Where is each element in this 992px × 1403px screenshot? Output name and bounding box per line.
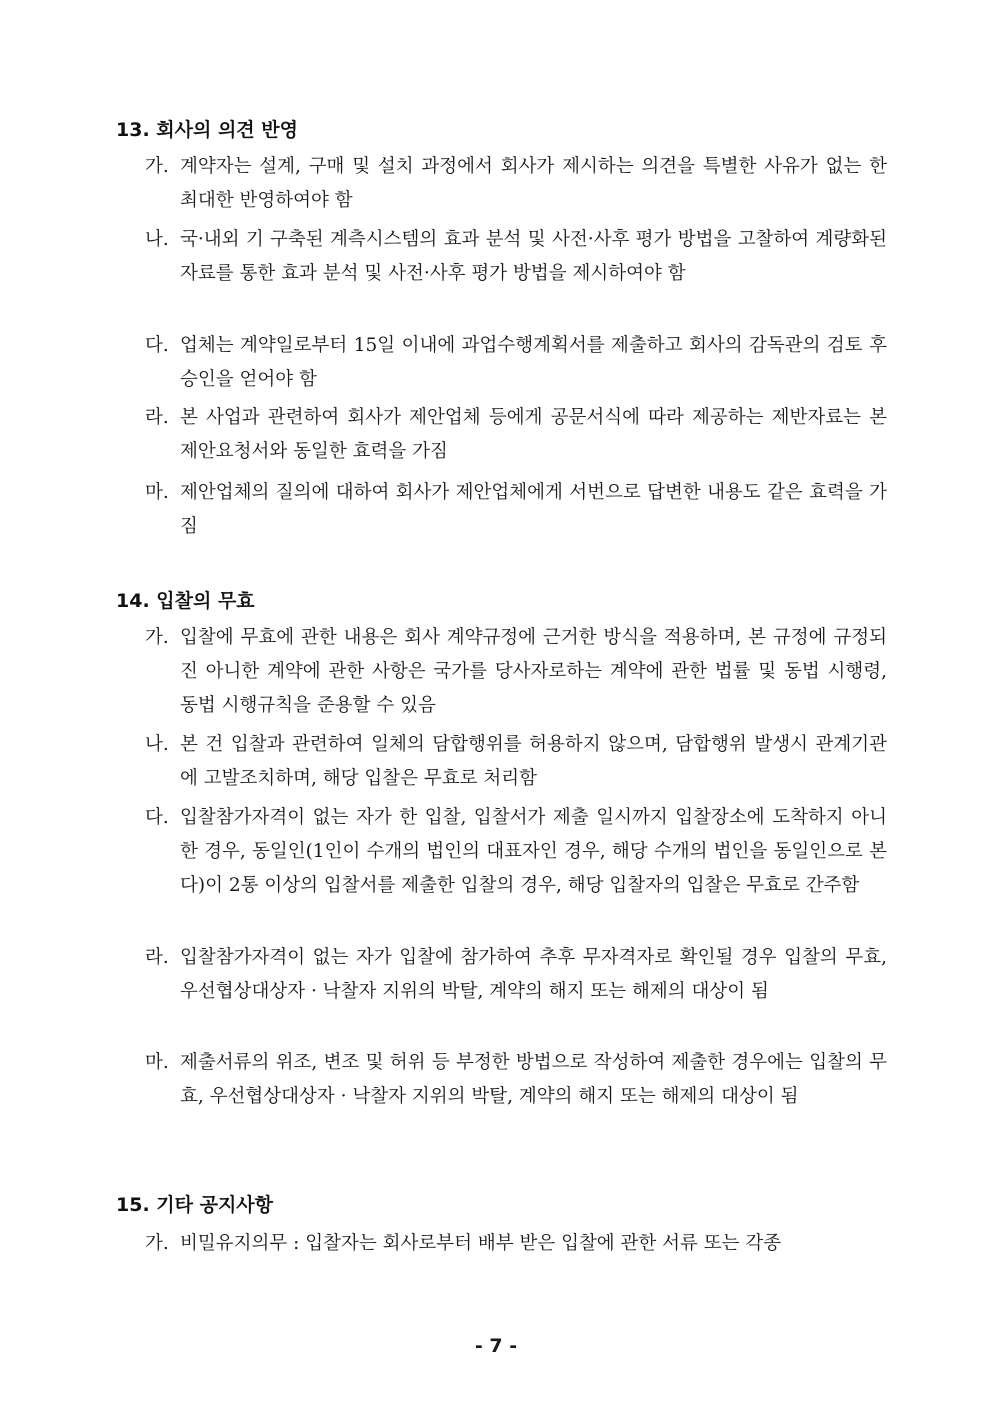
section-title-13: 13. 회사의 의견 반영: [116, 119, 298, 141]
item-text: 업체는 계약일로부터 15일 이내에 과업수행계획서를 제출하고 회사의 감독관의 검토 후 승인을 얻어야 함: [180, 335, 887, 390]
item-marker: 마.: [145, 1052, 169, 1073]
item-marker: 라.: [145, 947, 169, 968]
list-item: [145, 223, 887, 291]
list-item: [145, 621, 887, 723]
list-item: [145, 728, 887, 796]
item-marker: 마.: [145, 482, 169, 503]
list-item: [145, 401, 887, 469]
list-item: [145, 1227, 887, 1261]
item-text: 제안업체의 질의에 대하여 회사가 제안업체에게 서번으로 답변한 내용도 같은 효력을 가짐: [180, 482, 887, 537]
page-number: - 7 -: [474, 1335, 518, 1357]
item-text: 제출서류의 위조, 변조 및 허위 등 부정한 방법으로 작성하여 제출한 경우에는 입찰의 무효, 우선협상대상자 · 낙찰자 지위의 박탈, 계약의 해지 또는 해제의 대상이 됨: [180, 1052, 887, 1107]
list-item: [145, 941, 887, 1009]
list-item: [145, 476, 887, 544]
item-text: 입찰참가자격이 없는 자가 한 입찰, 입찰서가 제출 일시까지 입찰장소에 도착하지 아니한 경우, 동일인(1인이 수개의 법인의 대표자인 경우, 해당 수개의 법인을 동일인으로 본다)이 2통 이상의 입찰서를 제출한 입찰의 경우, 해당 입찰자의 입찰은 무효로 간주함: [180, 807, 887, 896]
list-item: [145, 801, 887, 903]
item-marker: 다.: [145, 335, 169, 356]
item-text: 본 건 입찰과 관련하여 일체의 담합행위를 허용하지 않으며, 담합행위 발생시 관계기관에 고발조치하며, 해당 입찰은 무효로 처리함: [180, 734, 887, 789]
item-marker: 다.: [145, 807, 169, 828]
item-marker: 나.: [145, 229, 169, 250]
item-text: 입찰에 무효에 관한 내용은 회사 계약규정에 근거한 방식을 적용하며, 본 규정에 규정되진 아니한 계약에 관한 사항은 국가를 당사자로하는 계약에 관한 법률 및 동법 시행령, 동법 시행규칙을 준용할 수 있음: [180, 627, 887, 716]
item-text: 본 사업과 관련하여 회사가 제안업체 등에게 공문서식에 따라 제공하는 제반자료는 본 제안요청서와 동일한 효력을 가짐: [180, 407, 887, 462]
section-title-14: 14. 입찰의 무효: [116, 590, 255, 612]
item-marker: 가.: [145, 627, 169, 648]
list-item: [145, 1046, 887, 1114]
list-item: [145, 329, 887, 397]
item-marker: 가.: [145, 156, 169, 177]
item-marker: 가.: [145, 1233, 169, 1254]
item-marker: 라.: [145, 407, 169, 428]
item-text: 비밀유지의무 : 입찰자는 회사로부터 배부 받은 입찰에 관한 서류 또는 각종: [180, 1233, 782, 1254]
item-text: 국·내외 기 구축된 계측시스템의 효과 분석 및 사전·사후 평가 방법을 고찰하여 계량화된 자료를 통한 효과 분석 및 사전·사후 평가 방법을 제시하여야 함: [180, 229, 887, 284]
item-marker: 나.: [145, 734, 169, 755]
item-text: 입찰참가자격이 없는 자가 입찰에 참가하여 추후 무자격자로 확인될 경우 입찰의 무효, 우선협상대상자 · 낙찰자 지위의 박탈, 계약의 해지 또는 해제의 대상이 됨: [180, 947, 887, 1002]
section-title-15: 15. 기타 공지사항: [116, 1194, 274, 1216]
list-item: [145, 150, 887, 218]
item-text: 계약자는 설계, 구매 및 설치 과정에서 회사가 제시하는 의견을 특별한 사유가 없는 한 최대한 반영하여야 함: [180, 156, 887, 211]
